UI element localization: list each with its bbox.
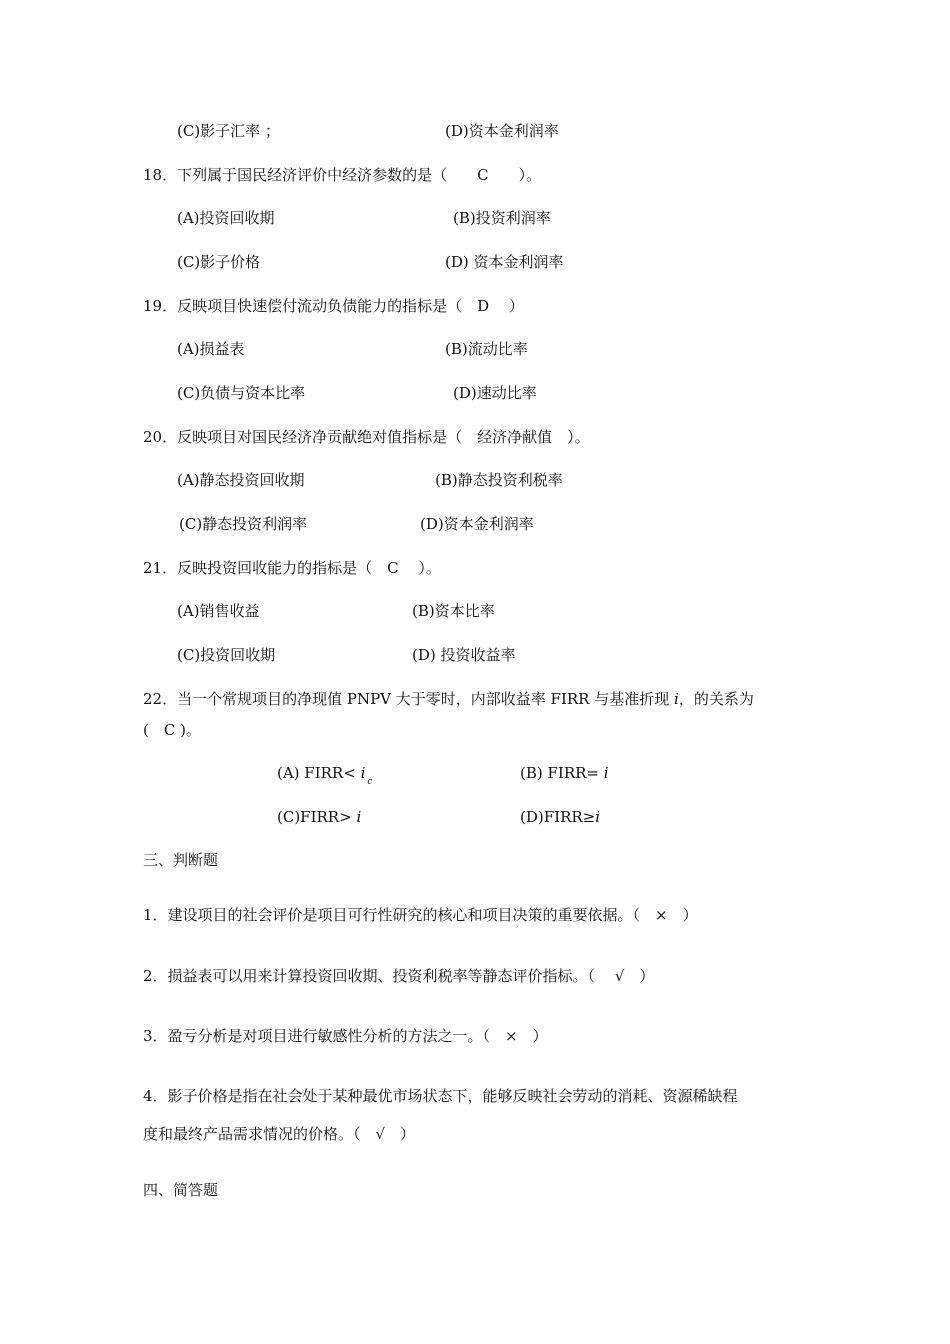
judgement-item-2: 2．损益表可以用来计算投资回收期、投资利税率等静态评价指标。（ √ ） bbox=[143, 967, 655, 985]
q22-option-c bbox=[277, 807, 361, 827]
q22-option-a-subscript: c bbox=[367, 777, 373, 787]
q17-option-c: (C)影子汇率 ； bbox=[177, 122, 280, 140]
q22-stem-variable: i bbox=[674, 690, 679, 708]
q19-option-d: (D)速动比率 bbox=[453, 384, 537, 402]
q22-stem-text-end: ，的关系为 bbox=[678, 690, 754, 708]
q22-stem bbox=[143, 689, 754, 709]
q19-option-a: (A)损益表 bbox=[177, 340, 245, 358]
q21-option-a: (A)销售收益 bbox=[177, 602, 260, 620]
q22-option-b-variable: i bbox=[603, 764, 609, 782]
q22-option-c-variable: i bbox=[356, 808, 362, 826]
q22-option-b-text: (B) FIRR= bbox=[520, 764, 604, 782]
judgement-item-3: 3．盈亏分析是对项目进行敏感性分析的方法之一。（ × ） bbox=[143, 1027, 548, 1045]
section3-title: 三、判断题 bbox=[143, 851, 219, 869]
q18-option-c: (C)影子价格 bbox=[177, 253, 261, 271]
q22-option-a-variable: i bbox=[360, 764, 366, 782]
q22-option-a bbox=[277, 763, 372, 792]
q18-option-b: (B)投资利润率 bbox=[453, 209, 551, 227]
section4-title: 四、简答题 bbox=[143, 1181, 219, 1199]
q22-option-c-text: (C)FIRR> bbox=[277, 808, 357, 826]
q22-stem-line2: ( C )。 bbox=[143, 721, 201, 739]
q19-option-c: (C)负债与资本比率 bbox=[177, 384, 306, 402]
q20-option-a: (A)静态投资回收期 bbox=[177, 471, 305, 489]
q20-option-c: (C)静态投资利润率 bbox=[179, 515, 308, 533]
q22-option-d-variable: i bbox=[595, 808, 601, 826]
q18-option-a: (A)投资回收期 bbox=[177, 209, 275, 227]
q20-stem: 20．反映项目对国民经济净贡献绝对值指标是（ 经济净献值 ）。 bbox=[143, 428, 590, 446]
judgement-item-1: 1．建设项目的社会评价是项目可行性研究的核心和项目决策的重要依据。（ × ） bbox=[143, 906, 698, 924]
judgement-item-4-line2: 度和最终产品需求情况的价格。（ √ ） bbox=[143, 1125, 416, 1143]
q18-option-d: (D) 资本金利润率 bbox=[445, 253, 564, 271]
q18-stem: 18．下列属于国民经济评价中经济参数的是（ C ）。 bbox=[143, 166, 542, 184]
judgement-item-4: 4．影子价格是指在社会处于某种最优市场状态下，能够反映社会劳动的消耗、资源稀缺程 bbox=[143, 1087, 738, 1105]
q21-option-d: (D) 投资收益率 bbox=[412, 646, 516, 664]
q22-stem-text: 22．当一个常规项目的净现值 PNPV 大于零时，内部收益率 FIRR 与基准折现 bbox=[143, 690, 674, 708]
q20-option-b: (B)静态投资利税率 bbox=[435, 471, 563, 489]
q19-stem: 19．反映项目快速偿付流动负债能力的指标是（ D ） bbox=[143, 297, 524, 315]
q17-option-d: (D)资本金利润率 bbox=[445, 122, 559, 140]
q22-option-a-text: (A) FIRR< bbox=[277, 764, 361, 782]
q19-option-b: (B)流动比率 bbox=[445, 340, 528, 358]
q20-option-d: (D)资本金利润率 bbox=[420, 515, 534, 533]
q21-option-b: (B)资本比率 bbox=[412, 602, 495, 620]
q21-option-c: (C)投资回收期 bbox=[177, 646, 276, 664]
q22-option-b bbox=[520, 763, 609, 783]
q22-option-d-text: (D)FIRR≥ bbox=[520, 808, 596, 826]
q22-option-d bbox=[520, 807, 600, 827]
q21-stem: 21．反映投资回收能力的指标是（ C ）。 bbox=[143, 559, 441, 577]
